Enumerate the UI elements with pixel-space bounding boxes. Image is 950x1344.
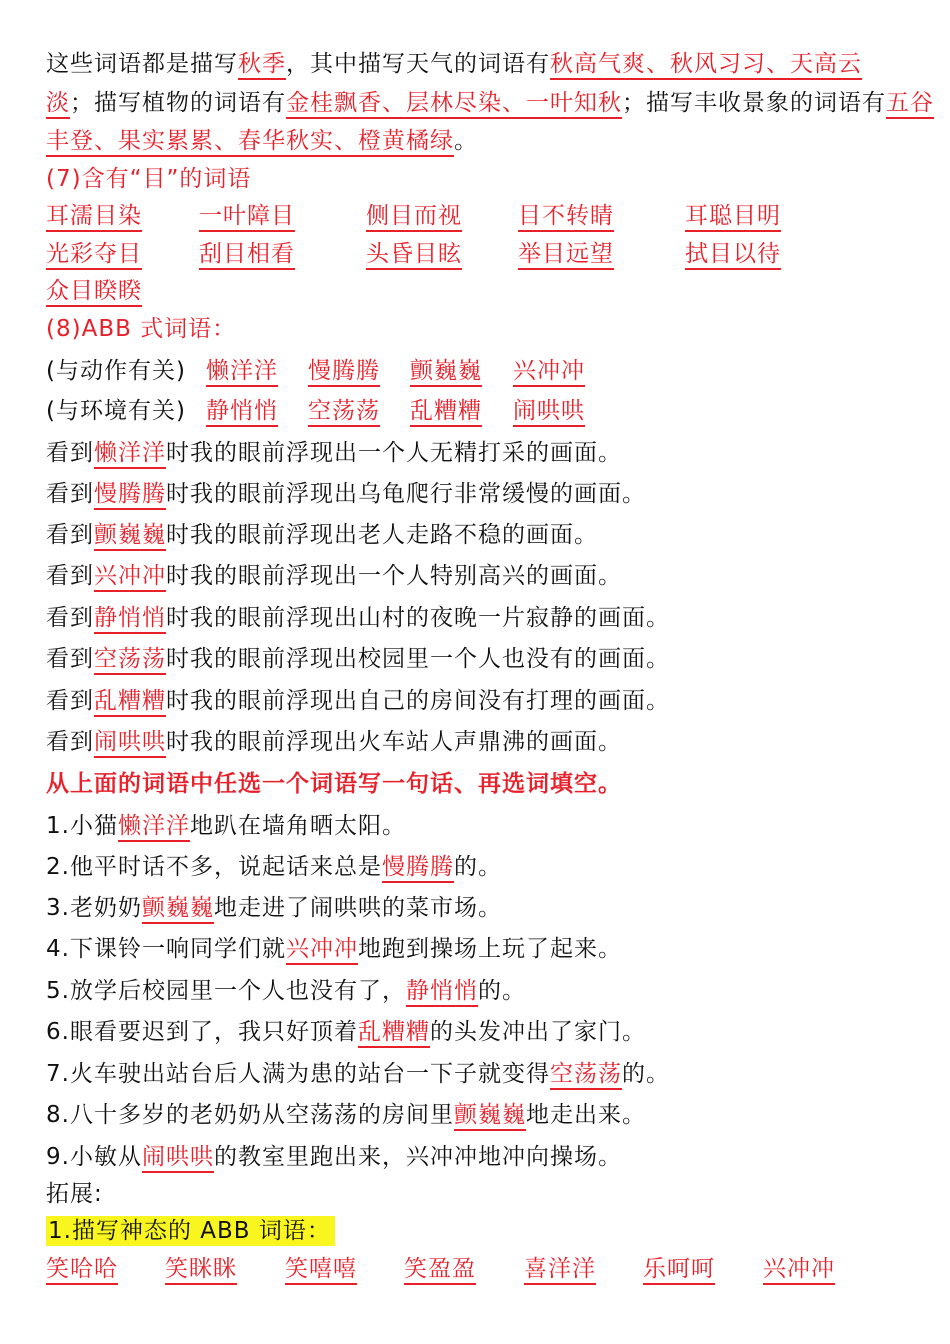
sentence: 7.火车驶出站台后人满为患的站台一下子就变得空荡荡的。	[46, 1060, 670, 1088]
sentence-keyword: 颤巍巍	[142, 895, 214, 924]
sentence: 4.下课铃一响同学们就兴冲冲地跑到操场上玩了起来。	[46, 935, 622, 963]
idiom: 一叶障目	[199, 202, 295, 232]
abb-word: 空荡荡	[308, 397, 380, 427]
intro-text: ；描写植物的词语有	[70, 90, 286, 116]
see-keyword: 慢腾腾	[94, 481, 166, 510]
ext-word: 笑哈哈	[46, 1255, 118, 1285]
sentence-keyword: 懒洋洋	[118, 813, 190, 842]
idiom: 拭目以待	[685, 240, 781, 270]
see-line: 看到空荡荡时我的眼前浮现出校园里一个人也没有的画面。	[46, 645, 670, 673]
abb-word: 颤巍巍	[410, 357, 482, 387]
abb-action-row	[46, 357, 926, 387]
ext-word: 笑嘻嘻	[285, 1255, 357, 1285]
abb-word: 懒洋洋	[206, 357, 278, 387]
sentence: 2.他平时话不多，说起话来总是慢腾腾的。	[46, 853, 502, 881]
idiom: 举目远望	[518, 240, 614, 270]
sentence-keyword: 静悄悄	[406, 978, 478, 1007]
sentence: 5.放学后校园里一个人也没有了，静悄悄的。	[46, 977, 526, 1005]
sentence: 6.眼看要迟到了，我只好顶着乱糟糟的头发冲出了家门。	[46, 1018, 646, 1046]
see-keyword: 静悄悄	[94, 605, 166, 634]
extension-label: 拓展:	[46, 1181, 103, 1207]
idiom: 头昏目眩	[366, 240, 462, 270]
see-line: 看到闹哄哄时我的眼前浮现出火车站人声鼎沸的画面。	[46, 728, 622, 756]
abb-env-row	[46, 397, 926, 427]
intro-text: ；描写丰收景象的词语有	[622, 90, 886, 116]
see-keyword: 闹哄哄	[94, 729, 166, 758]
abb-word: 乱糟糟	[410, 397, 482, 427]
see-keyword: 乱糟糟	[94, 688, 166, 717]
intro-line-3	[46, 127, 478, 155]
section-8-title: (8)ABB 式词语：	[46, 316, 237, 342]
intro-line-2	[46, 89, 934, 117]
sentence: 1.小猫懒洋洋地趴在墙角晒太阳。	[46, 812, 406, 840]
see-keyword: 空荡荡	[94, 646, 166, 675]
keyword-harvest: 丰登、果实累累、春华秋实、橙黄橘绿	[46, 128, 454, 157]
ext-word: 乐呵呵	[643, 1255, 715, 1285]
keyword-plants: 金桂飘香、层林尽染、一叶知秋	[286, 90, 622, 119]
see-line: 看到乱糟糟时我的眼前浮现出自己的房间没有打理的画面。	[46, 687, 670, 715]
see-keyword: 兴冲冲	[94, 563, 166, 592]
idiom: 刮目相看	[199, 240, 295, 270]
keyword-harvest: 五谷	[886, 90, 934, 119]
idiom: 光彩夺目	[46, 240, 142, 270]
idiom: 耳聪目明	[685, 202, 781, 232]
ext-word: 笑盈盈	[404, 1255, 476, 1285]
extension-heading: 1.描写神态的 ABB 词语：	[46, 1217, 335, 1245]
idiom: 耳濡目染	[46, 202, 142, 232]
see-line: 看到颤巍巍时我的眼前浮现出老人走路不稳的画面。	[46, 521, 598, 549]
abb-word: 慢腾腾	[308, 357, 380, 387]
abb-word: 兴冲冲	[513, 357, 585, 387]
sentence: 3.老奶奶颤巍巍地走进了闹哄哄的菜市场。	[46, 894, 502, 922]
sentence-keyword: 颤巍巍	[454, 1102, 526, 1131]
sentence: 9.小敏从闹哄哄的教室里跑出来，兴冲冲地冲向操场。	[46, 1143, 622, 1171]
abb-word: 静悄悄	[206, 397, 278, 427]
task-heading: 从上面的词语中任选一个词语写一句话、再选词填空。	[46, 771, 622, 797]
intro-text: 。	[454, 128, 478, 154]
keyword-weather: 淡	[46, 90, 70, 119]
see-line: 看到兴冲冲时我的眼前浮现出一个人特别高兴的画面。	[46, 562, 622, 590]
intro-line-1	[46, 50, 862, 78]
see-line: 看到懒洋洋时我的眼前浮现出一个人无精打采的画面。	[46, 439, 622, 467]
intro-text: ，其中描写天气的词语有	[286, 51, 550, 77]
keyword-autumn: 秋季	[238, 51, 286, 80]
see-line: 看到慢腾腾时我的眼前浮现出乌龟爬行非常缓慢的画面。	[46, 480, 646, 508]
ext-word-row	[46, 1255, 926, 1285]
idiom: 侧目而视	[366, 202, 462, 232]
abb-env-label: (与环境有关)	[46, 398, 186, 424]
see-line: 看到静悄悄时我的眼前浮现出山村的夜晚一片寂静的画面。	[46, 604, 670, 632]
idiom: 目不转睛	[518, 202, 614, 232]
ext-word: 笑眯眯	[165, 1255, 237, 1285]
ext-word: 喜洋洋	[524, 1255, 596, 1285]
ext-word: 兴冲冲	[763, 1255, 835, 1285]
section-7-title: (7)含有“目”的词语	[46, 166, 252, 192]
see-keyword: 懒洋洋	[94, 440, 166, 469]
sentence: 8.八十多岁的老奶奶从空荡荡的房间里颤巍巍地走出来。	[46, 1101, 646, 1129]
keyword-weather: 秋高气爽、秋风习习、天高云	[550, 51, 862, 80]
sentence-keyword: 慢腾腾	[382, 854, 454, 883]
sentence-keyword: 兴冲冲	[286, 936, 358, 965]
see-keyword: 颤巍巍	[94, 522, 166, 551]
sentence-keyword: 闹哄哄	[142, 1144, 214, 1173]
abb-action-label: (与动作有关)	[46, 358, 186, 384]
idiom: 众目睽睽	[46, 277, 142, 307]
abb-word: 闹哄哄	[513, 397, 585, 427]
sentence-keyword: 空荡荡	[550, 1061, 622, 1090]
sentence-keyword: 乱糟糟	[358, 1019, 430, 1048]
intro-text: 这些词语都是描写	[46, 51, 238, 77]
